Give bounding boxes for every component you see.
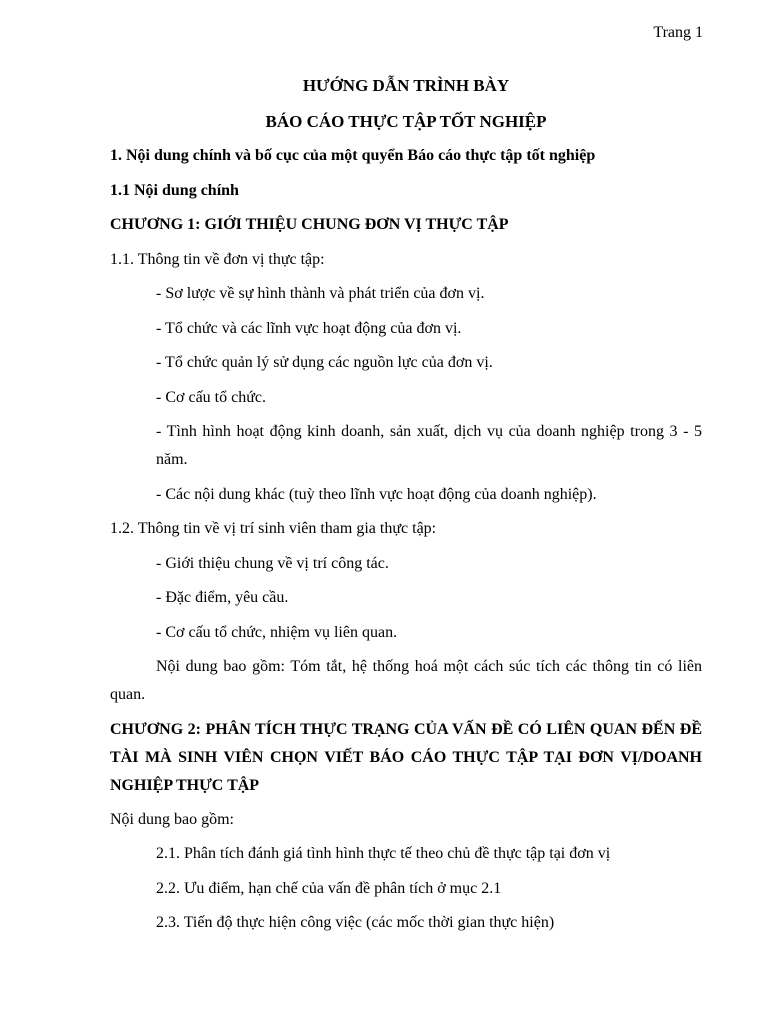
section-heading: 1. Nội dung chính và bố cục của một quyển Báo cáo thực tập tốt nghiệp [110, 147, 596, 164]
list-item: 2.1. Phân tích đánh giá tình hình thực tế theo chủ đề thực tập tại đơn vị [156, 845, 611, 862]
list-item: - Tổ chức và các lĩnh vực hoạt động của đơn vị. [156, 319, 462, 337]
list-item: - Giới thiệu chung về vị trí công tác. [156, 554, 389, 572]
subsection-heading: 1.1 Nội dung chính [110, 181, 239, 199]
chapter1-part1-title: 1.1. Thông tin về đơn vị thực tập: [110, 250, 325, 268]
list-item: 2.3. Tiến độ thực hiện công việc (các mốc thời gian thực hiện) [156, 914, 555, 931]
chapter2-heading: CHƯƠNG 2: PHÂN TÍCH THỰC TRẠNG CỦA VẤN ĐỀ CÓ LIÊN QUAN ĐẾN ĐỀ TÀI MÀ SINH VIÊN CHỌN VIẾT BÁO CÁO THỰC TẬP TẠI ĐƠN VỊ/DOANH NGHIỆP THỰC TẬP [110, 720, 702, 794]
list-item: - Đặc điểm, yêu cầu. [156, 589, 289, 606]
document-title-line2: BÁO CÁO THỰC TẬP TỐT NGHIỆP [265, 112, 547, 131]
page-number: Trang 1 [653, 24, 703, 41]
chapter2-intro: Nội dung bao gồm: [110, 810, 234, 828]
list-item: - Cơ cấu tổ chức. [156, 388, 266, 406]
list-item: 2.2. Ưu điểm, hạn chế của vấn đề phân tích ở mục 2.1 [156, 879, 502, 897]
list-item: - Cơ cấu tổ chức, nhiệm vụ liên quan. [156, 623, 398, 641]
document-body [110, 72, 702, 944]
list-item: - Các nội dung khác (tuỳ theo lĩnh vực hoạt động của doanh nghiệp). [156, 485, 597, 503]
document-title-line1: HƯỚNG DẪN TRÌNH BÀY [302, 76, 510, 95]
chapter1-summary: Nội dung bao gồm: Tóm tắt, hệ thống hoá một cách súc tích các thông tin có liên quan. [110, 658, 702, 703]
list-item: - Tổ chức quản lý sử dụng các nguồn lực của đơn vị. [156, 354, 493, 371]
chapter1-heading: CHƯƠNG 1: GIỚI THIỆU CHUNG ĐƠN VỊ THỰC TẬP [110, 216, 509, 233]
list-item: - Sơ lược về sự hình thành và phát triển của đơn vị. [156, 285, 485, 302]
chapter1-part2-title: 1.2. Thông tin về vị trí sinh viên tham gia thực tập: [110, 520, 437, 537]
list-item: - Tình hình hoạt động kinh doanh, sản xuất, dịch vụ của doanh nghiệp trong 3 - 5 năm. [156, 423, 702, 468]
